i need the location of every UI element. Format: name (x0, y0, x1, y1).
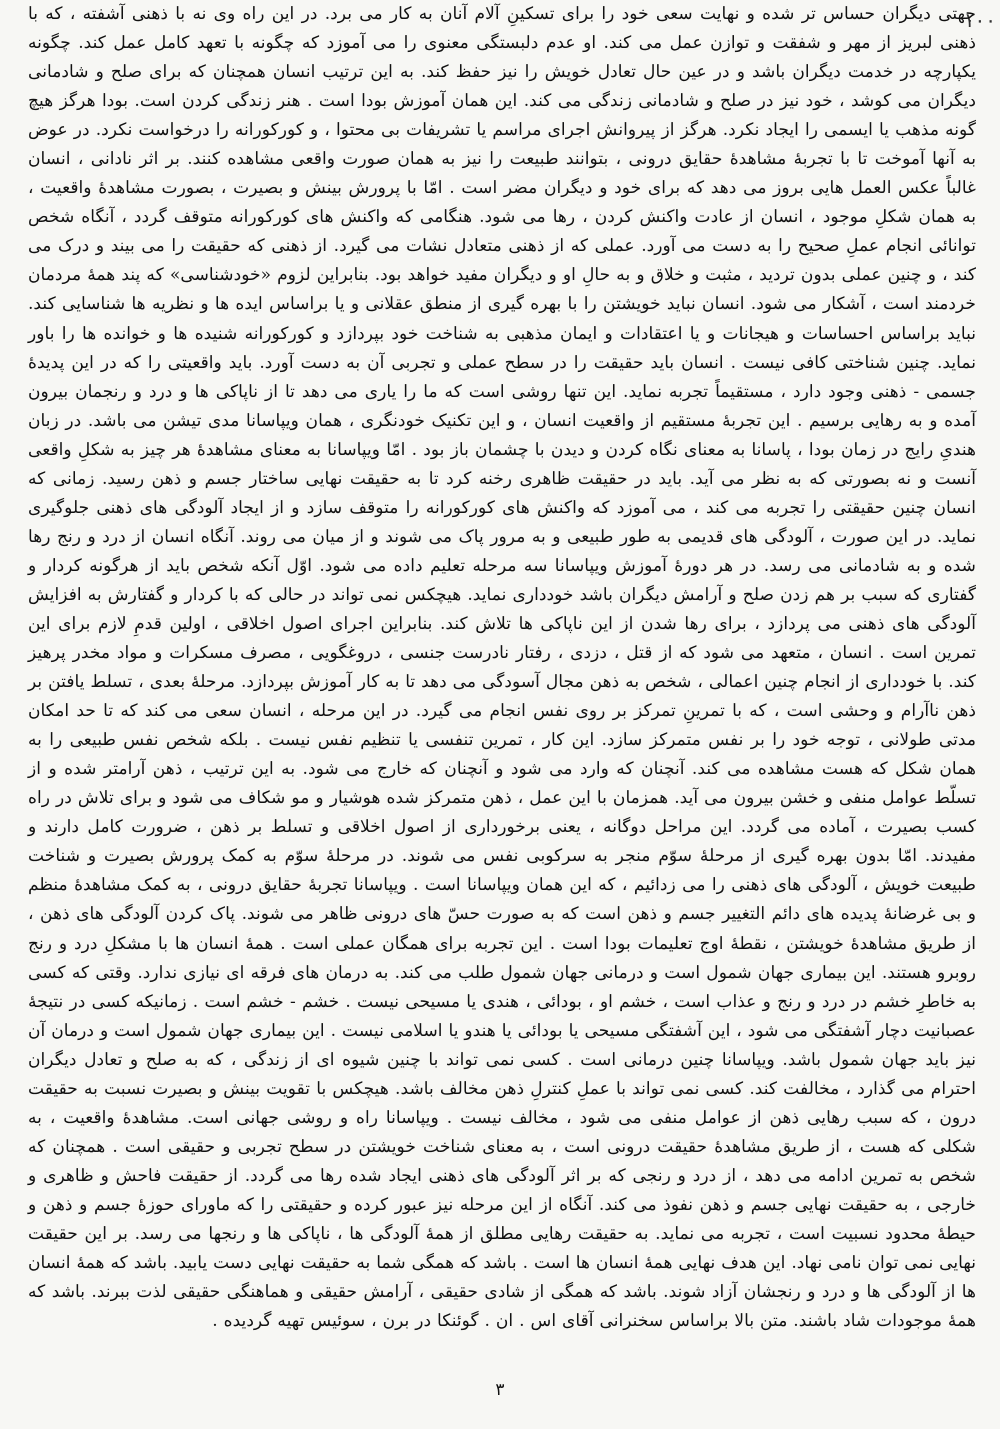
page-number: ۳ (495, 1380, 505, 1400)
margin-handwritten-mark: ۱۰۰ (963, 8, 996, 32)
document-body (28, 0, 976, 1336)
body-paragraph: جهتی دیگران حساس تر شده و نهایت سعی خود را برای تسکینِ آلام آنان به کار می برد. در این راه وی نه با ذهنی آشفته ، که با ذهنی لبریز از مهر و شفقت و توازن عمل می کند. او عدم دلبستگی معنوی را می آموزد که چگونه با تعهد کامل عمل کند. چگونه یکپارچه در خدمت دیگران باشد و در عین حال تعادل خویش را نیز حفظ کند. به این ترتیب انسان همچنان که برای صلح و شادمانی دیگران می کوشد ، خود نیز در صلح و شادمانی زندگی می کند. این همان آموزش بودا است . هنر زندگی کردن است. بودا هرگز هیچ گونه مذهب یا ایسمی را ایجاد نکرد. هرگز از پیروانش اجرای مراسم یا تشریفات بی محتوا ، و کورکورانه را درخواست نکرد. در عوض به آنها آموخت تا با تجربهٔ مشاهدهٔ حقایق درونی ، بتوانند طبیعت را نیز به همان صورت واقعی مشاهده کنند. بر اثر نادانی ، انسان غالباً عکس العمل هایی بروز می دهد که برای خود و دیگران مضر است . امّا با پرورش بینش و بصیرت ، بصورت مشاهدهٔ واقعیت ، به همان شکلِ موجود ، انسان از عادت واکنش کردن ، رها می شود. هنگامی که واکنش های کورکورانه متوقف گردد ، آنگاه شخص توانائی انجام عملِ صحیح را به دست می آورد. عملی که از ذهنی متعادل نشات می گیرد. از ذهنی که حقیقت را می بیند و درک می کند ، و چنین عملی بدون تردید ، مثبت و خلاق و به حالِ او و دیگران مفید خواهد بود. بنابراین لزوم «خودشناسی» که پند همهٔ مردمان خردمند است ، آشکار می شود. انسان نباید خویشتن را با بهره گیری از منطق عقلانی و یا براساس ایده ها و نظریه ها شناسایی کند. نباید براساس احساسات و هیجانات و یا اعتقادات و ایمان مذهبی به شناخت خود بپردازد و کورکورانه شنیده ها و خوانده ها را باور نماید. چنین شناختی کافی نیست . انسان باید حقیقت را در سطح عملی و تجربی آن به دست آورد. باید واقعیتی را که در این پدیدهٔ جسمی - ذهنی وجود دارد ، مستقیماً تجربه نماید. این تنها روشی است که ما را یاری می دهد تا از ناپاکی ها و درد و رنجمان بیرون آمده و به رهایی برسیم . این تجربهٔ مستقیم از واقعیت انسان ، و این تکنیک خودنگری ، همان ویپاسانا مدی تیشن می باشد. در زبان هندیِ رایج در زمان بودا ، پاسانا به معنای نگاه کردن و دیدن با چشمان باز بود . امّا ویپاسانا به معنای مشاهدهٔ هر چیز به شکلِ واقعی آنست و نه بصورتی که به نظر می آید. باید در حقیقت ظاهری رخنه کرد تا به حقیقت نهایی ساختار جسم و ذهن رسید. زمانی که انسان چنین حقیقتی را تجربه می کند ، می آموزد که واکنش های کورکورانه را متوقف سازد و از ایجاد آلودگی های ذهنی جلوگیری نماید. در این صورت ، آلودگی های قدیمی به طور طبیعی و به مرور پاک می شوند و از میان می روند. آنگاه انسان از درد و رنج رها شده و به شادمانی می رسد. در هر دورهٔ آموزش ویپاسانا سه مرحله تعلیم داده می شود. اوّل آنکه شخص باید از هرگونه کردار و گفتاری که سبب بر هم زدن صلح و آرامش دیگران باشد خودداری نماید. هیچکس نمی تواند در حالی که با کردار و گفتارش به افزایش آلودگی های ذهنی می پردازد ، برای رها شدن از این ناپاکی ها تلاش کند. بنابراین اجرای اصول اخلاقی ، اولین قدمِ لازم برای این تمرین است . انسان ، متعهد می شود که از قتل ، دزدی ، رفتار نادرست جنسی ، دروغگویی ، مصرف مسکرات و مواد مخدر پرهیز کند. با خودداری از انجام چنین اعمالی ، شخص به ذهن مجال آسودگی می دهد تا به کار آموزش بپردازد. مرحلهٔ بعدی ، تسلط یافتن بر ذهن ناآرام و وحشی است ، که با تمرینِ تمرکز بر روی نفس انجام می گیرد. در این مرحله ، انسان سعی می کند که تا حد امکان مدتی طولانی ، توجه خود را بر نفس متمرکز سازد. این کار ، تمرین تنفسی یا تنظیم نفس نیست . بلکه شخص نفس طبیعی را به همان شکل که هست مشاهده می کند. آنچنان که وارد می شود و آنچنان که خارج می شود. به این ترتیب ، ذهن آرامتر شده و از تسلّط عوامل منفی و خشن بیرون می آید. همزمان با این عمل ، ذهن متمرکز شده هوشیار و مو شکاف می شود و برای تلاش در راه کسب بصیرت ، آماده می گردد. این مراحل دوگانه ، یعنی برخورداری از اصول اخلاقی و تسلط بر ذهن ، ضرورت کامل دارند و مفیدند. امّا بدون بهره گیری از مرحلهٔ سوّم منجر به سرکوبی نفس می شوند. در مرحلهٔ سوّم به کمک پرورش بصیرت و شناخت طبیعت خویش ، آلودگی های ذهنی را می زدائیم ، که این همان ویپاسانا است . ویپاسانا تجربهٔ حقایق درونی ، به کمک مشاهدهٔ منظم و بی غرضانهٔ پدیده های دائم التغییر جسم و ذهن است که به صورت حسّ های درونی ظاهر می شوند. پاک کردن آلودگی های ذهن ، از طریق مشاهدهٔ خویشتن ، نقطهٔ اوج تعلیمات بودا است . این تجربه برای همگان عملی است . همهٔ انسان ها با مشکلِ درد و رنج روبرو هستند. این بیماری جهان شمول است و درمانی جهان شمول طلب می کند. به درمان های فرقه ای نیازی ندارد. وقتی که کسی به خاطرِ خشم در درد و رنج و عذاب است ، خشم او ، بودائی ، هندی یا مسیحی نیست . خشم - خشم است . زمانیکه کسی در نتیجهٔ عصبانیت دچار آشفتگی می شود ، این آشفتگی مسیحی یا بودائی یا هندو یا اسلامی نیست . این بیماری جهان شمول است و درمان آن نیز باید جهان شمول باشد. ویپاسانا چنین درمانی است . کسی نمی تواند با چنین شیوه ای از زندگی ، که به صلح و تعادل دیگران احترام می گذارد ، مخالفت کند. کسی نمی تواند با عملِ کنترلِ ذهن مخالف باشد. هیچکس با تقویت بینش و بصیرت نسبت به حقیقت درون ، که سبب رهایی ذهن از عوامل منفی می شود ، مخالف نیست . ویپاسانا راه و روشی جهانی است. مشاهدهٔ واقعیت ، به شکلی که هست ، از طریق مشاهدهٔ حقیقت درونی است ، به معنای شناخت خویشتن در سطح تجربی و حقیقی است . همچنان که شخص به تمرین ادامه می دهد ، از درد و رنجی که بر اثر آلودگی های ذهنی ایجاد شده رها می گردد. از حقیقت فاحش و ظاهری و خارجی ، به حقیقت نهایی جسم و ذهن نفوذ می کند. آنگاه از این مرحله نیز عبور کرده و حقیقتی را که ماورای حوزهٔ جسم و ذهن و حیطهٔ محدود نسبیت است ، تجربه می نماید. به حقیقت رهایی مطلق از همهٔ آلودگی ها ، ناپاکی ها و رنجها می رسد. بر این حقیقت نهایی نمی توان نامی نهاد. این هدف نهایی همهٔ انسان ها است . باشد که همگی شما به حقیقت نهایی دست یابید. باشد که همهٔ انسان ها از آلودگی ها و درد و رنجشان آزاد شوند. باشد که همگی از شادی حقیقی ، آرامش حقیقی و هماهنگی حقیقی لذت ببرند. باشد که همهٔ موجودات شاد باشند. متن بالا براساس سخنرانی آقای اس . ان . گوئنکا در برن ، سوئیس تهیه گردیده . (28, 4, 976, 1332)
